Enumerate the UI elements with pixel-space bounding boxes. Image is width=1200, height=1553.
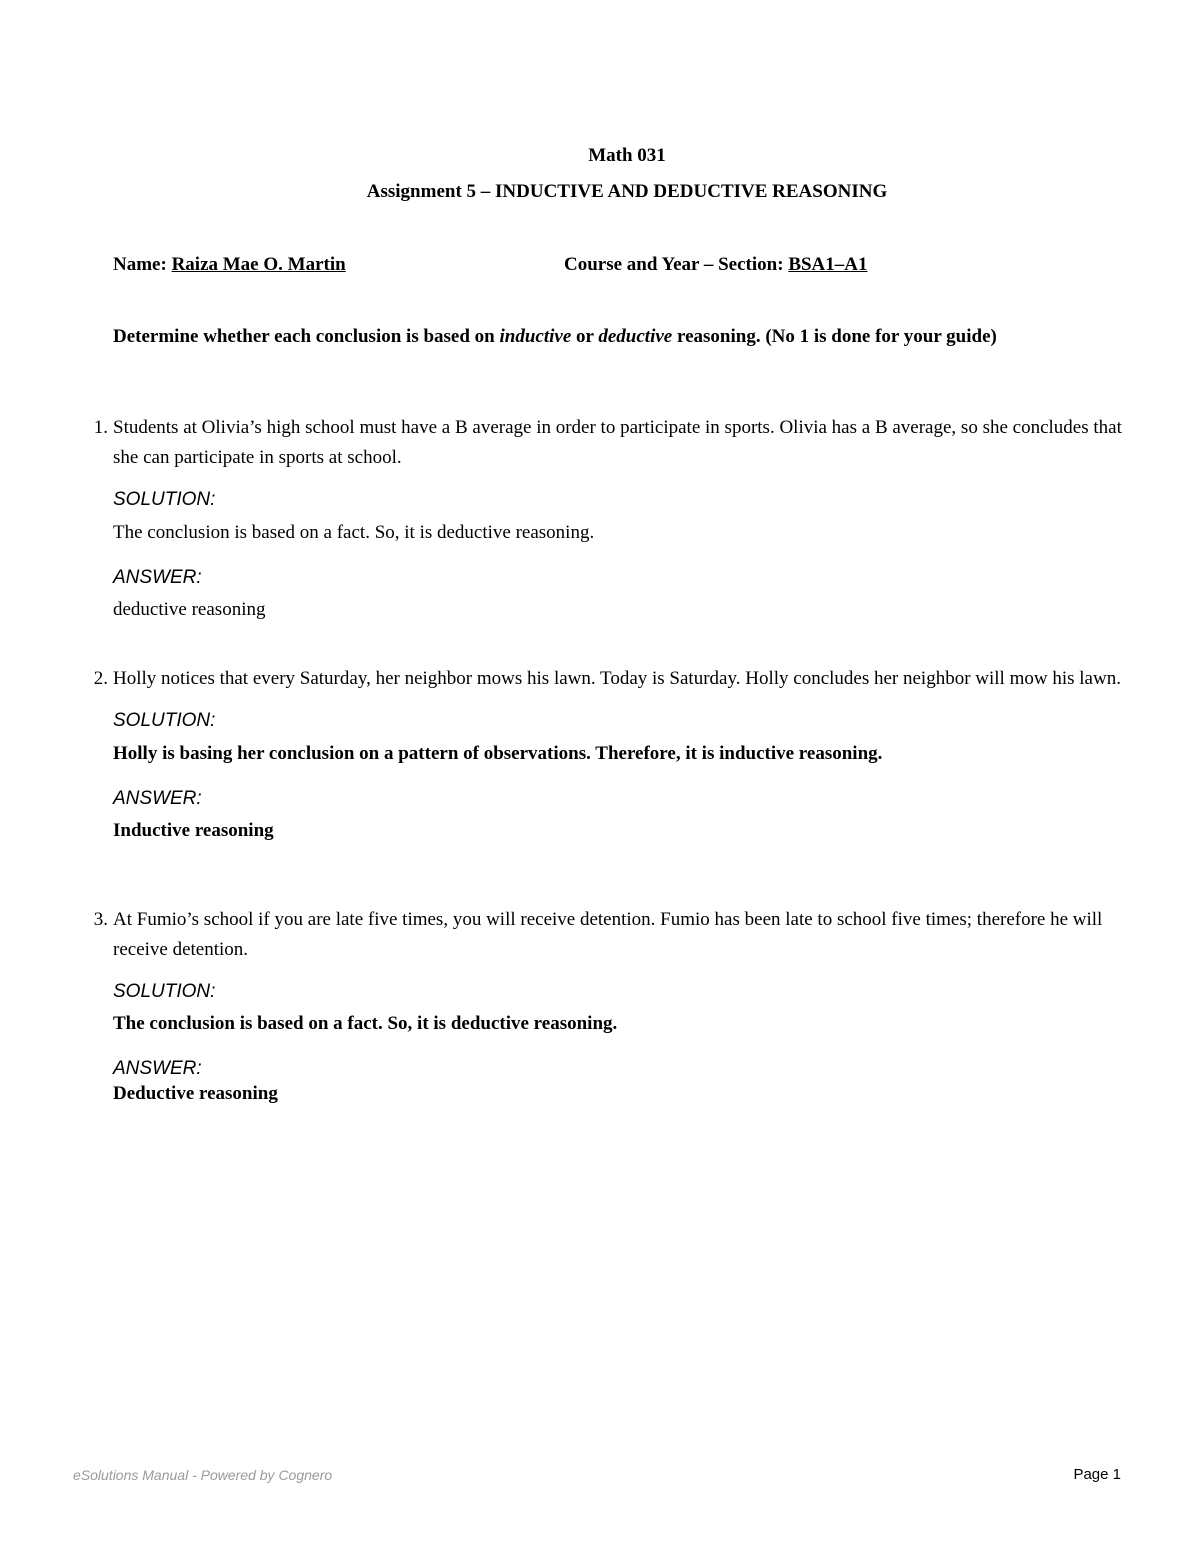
question-text: Students at Olivia’s high school must have a B average in order to participate in sports. Olivia has a B average, so she concludes that she can participate in sports at school. [113,417,1122,468]
section-value: BSA1–A1 [788,254,868,275]
answer-text: deductive reasoning [113,599,266,620]
question-item-2 [93,664,1133,843]
instructions-part1: Determine whether each conclusion is based on [113,326,500,347]
instructions-part2: reasoning. (No 1 is done for your guide) [672,326,997,347]
assignment-title: Assignment 5 – INDUCTIVE AND DEDUCTIVE REASONING [366,181,888,202]
course-title: Math 031 [588,145,666,166]
solution-text: The conclusion is based on a fact. So, it is deductive reasoning. [113,522,595,543]
solution-label: SOLUTION: [113,489,216,510]
answer-label: ANSWER: [113,788,202,809]
name-label: Name: [113,254,167,275]
section-label: Course and Year – Section: [564,254,784,275]
student-name [113,254,346,276]
question-item-1 [93,413,1133,622]
question-text: At Fumio’s school if you are late five times, you will receive detention. Fumio has been late to school five times; therefore he will receive detention. [113,909,1103,960]
answer-label: ANSWER: [113,1058,202,1079]
course-section [564,254,868,276]
footer-publisher: eSolutions Manual - Powered by Cognero [73,1467,333,1483]
question-item-3 [93,905,1133,1106]
name-value: Raiza Mae O. Martin [171,254,346,275]
answer-label: ANSWER: [113,567,202,588]
instructions-inductive: inductive [499,326,572,347]
solution-label: SOLUTION: [113,710,216,731]
instructions [113,324,1098,350]
item-number: 2. [93,668,108,689]
question-text: Holly notices that every Saturday, her neighbor mows his lawn. Today is Saturday. Holly concludes her neighbor will mow his lawn. [113,668,1121,689]
page-number: Page 1 [1073,1466,1121,1483]
instructions-or: or [571,326,599,347]
item-number: 1. [93,417,108,438]
item-number: 3. [93,909,108,930]
answer-text: Inductive reasoning [113,820,274,841]
solution-text: Holly is basing her conclusion on a pattern of observations. Therefore, it is inductive reasoning. [113,743,883,764]
solution-label: SOLUTION: [113,981,216,1002]
solution-text: The conclusion is based on a fact. So, it is deductive reasoning. [113,1013,618,1034]
instructions-deductive: deductive [598,326,673,347]
answer-text: Deductive reasoning [113,1083,278,1104]
